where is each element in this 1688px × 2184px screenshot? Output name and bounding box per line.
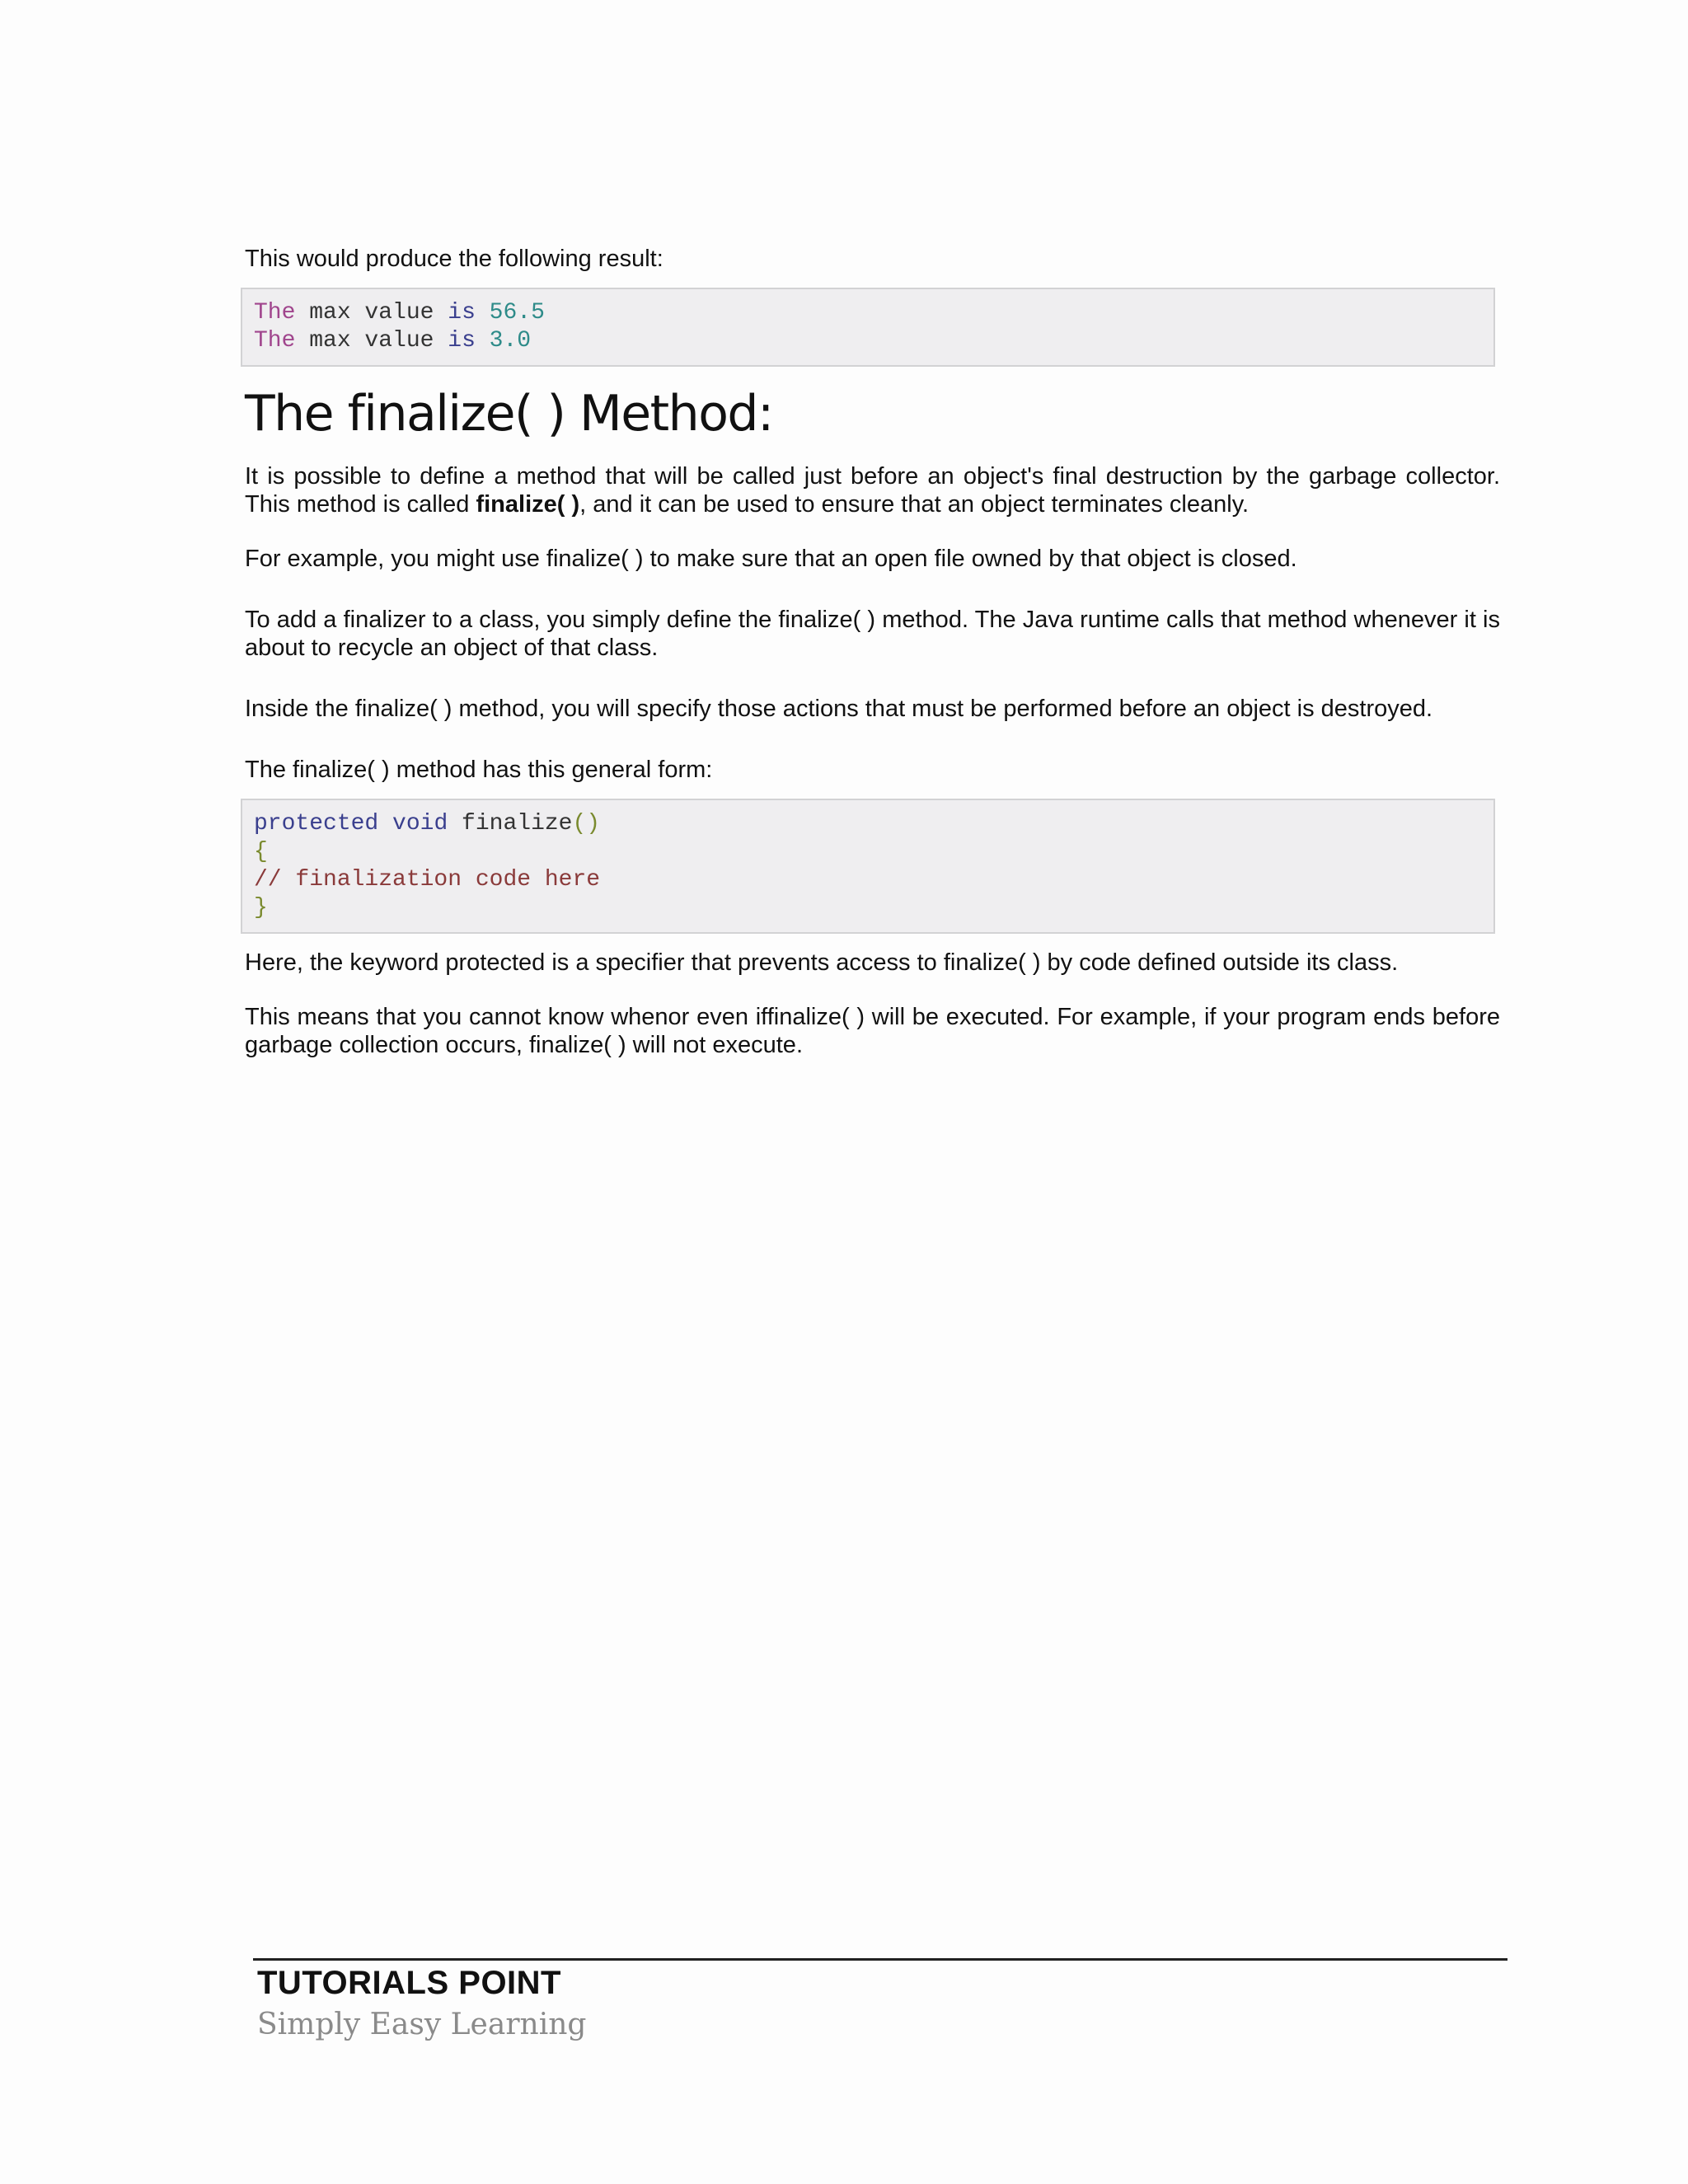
footer-brand: TUTORIALS POINT xyxy=(257,1965,561,2001)
footer-divider xyxy=(253,1958,1507,1961)
finalize-code-block: protected void finalize() { // finalization code here } xyxy=(241,799,1495,934)
output-line-2: The max value is 3.0 xyxy=(254,328,532,354)
paragraph-execution-note: This means that you cannot know whenor even iffinalize( ) will be executed. For example, if your program ends before garbage collection occurs, finalize( ) will not execute. xyxy=(245,1004,1500,1058)
paragraph-definition: It is possible to define a method that will be called just before an object's final destruction by the garbage collector. This method is called finalize( ), and it can be used to ensure that an object terminates cleanly. xyxy=(245,463,1500,518)
paragraph-example: For example, you might use finalize( ) to make sure that an open file owned by that object is closed. xyxy=(245,546,1297,572)
paragraph-inside-finalize: Inside the finalize( ) method, you will specify those actions that must be performed before an object is destroyed. xyxy=(245,696,1433,722)
output-line-1: The max value is 56.5 xyxy=(254,300,545,326)
section-heading: The finalize( ) Method: xyxy=(245,385,773,443)
result-intro-text: This would produce the following result: xyxy=(245,246,663,272)
footer-tagline: Simply Easy Learning xyxy=(257,2008,587,2041)
paragraph-protected-keyword: Here, the keyword protected is a specifier that prevents access to finalize( ) by code defined outside its class. xyxy=(245,949,1399,976)
output-code-block xyxy=(241,288,1495,367)
paragraph-add-finalizer: To add a finalizer to a class, you simply define the finalize( ) method. The Java runtime calls that method whenever it is about to recycle an object of that class. xyxy=(245,607,1500,661)
finalize-bold-term: finalize( ) xyxy=(476,491,580,518)
paragraph-general-form: The finalize( ) method has this general form: xyxy=(245,757,713,783)
page-content xyxy=(245,245,1500,1059)
